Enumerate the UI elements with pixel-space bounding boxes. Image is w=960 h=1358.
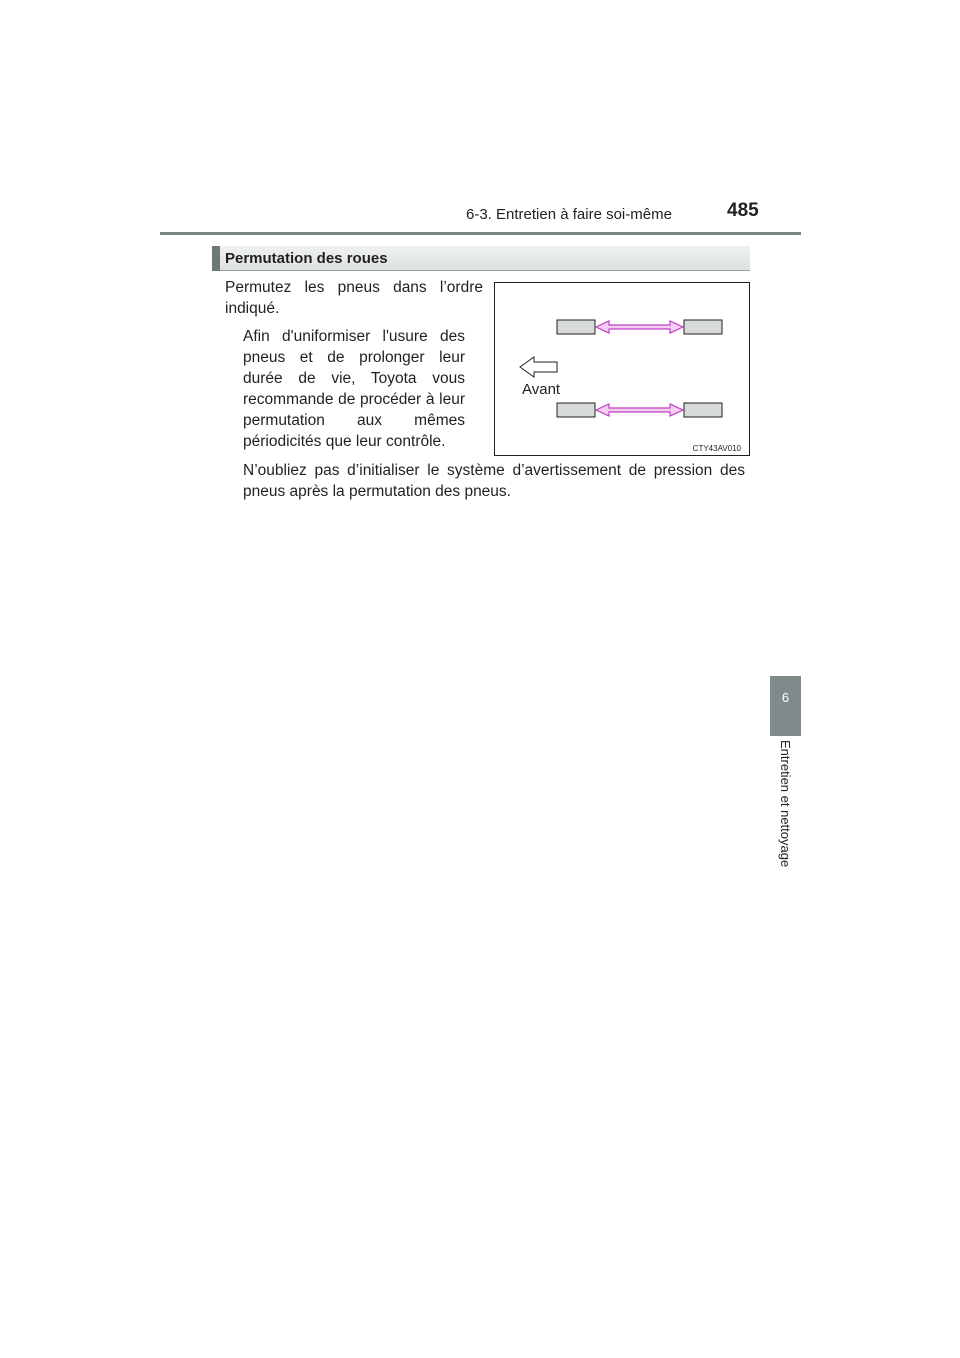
front-left-tire bbox=[557, 320, 595, 334]
figure-code: CTY43AV010 bbox=[692, 444, 741, 453]
chapter-tab-label: Entretien et nettoyage bbox=[778, 740, 793, 868]
chapter-tab-number: 6 bbox=[781, 690, 790, 705]
section-reference: 6-3. Entretien à faire soi-même bbox=[466, 206, 672, 223]
front-label: Avant bbox=[522, 381, 561, 398]
reminder-text: N’oubliez pas d’initialiser le système d’avertissement de pression des pneus après la permutation des pneus. bbox=[243, 462, 745, 500]
page-number: 485 bbox=[727, 200, 759, 221]
chapter-tab bbox=[770, 676, 801, 736]
rear-left-tire bbox=[684, 320, 722, 334]
section-heading-accent bbox=[212, 246, 220, 271]
rear-right-tire bbox=[684, 403, 722, 417]
section-heading: Permutation des roues bbox=[225, 250, 388, 267]
chapter-tab-label-wrap bbox=[770, 740, 801, 900]
instruction-text: Permutez les pneus dans l’ordre indiqué. bbox=[225, 279, 483, 317]
front-right-tire bbox=[557, 403, 595, 417]
recommendation-text: Afin d'uniformiser l'usure des pneus et de prolonger leur durée de vie, Toyota vous recommande de procéder à leur permutation aux mêmes périodicités que leur contrôle. bbox=[243, 328, 465, 450]
tire-rotation-diagram bbox=[494, 282, 750, 456]
header-divider bbox=[160, 232, 801, 235]
